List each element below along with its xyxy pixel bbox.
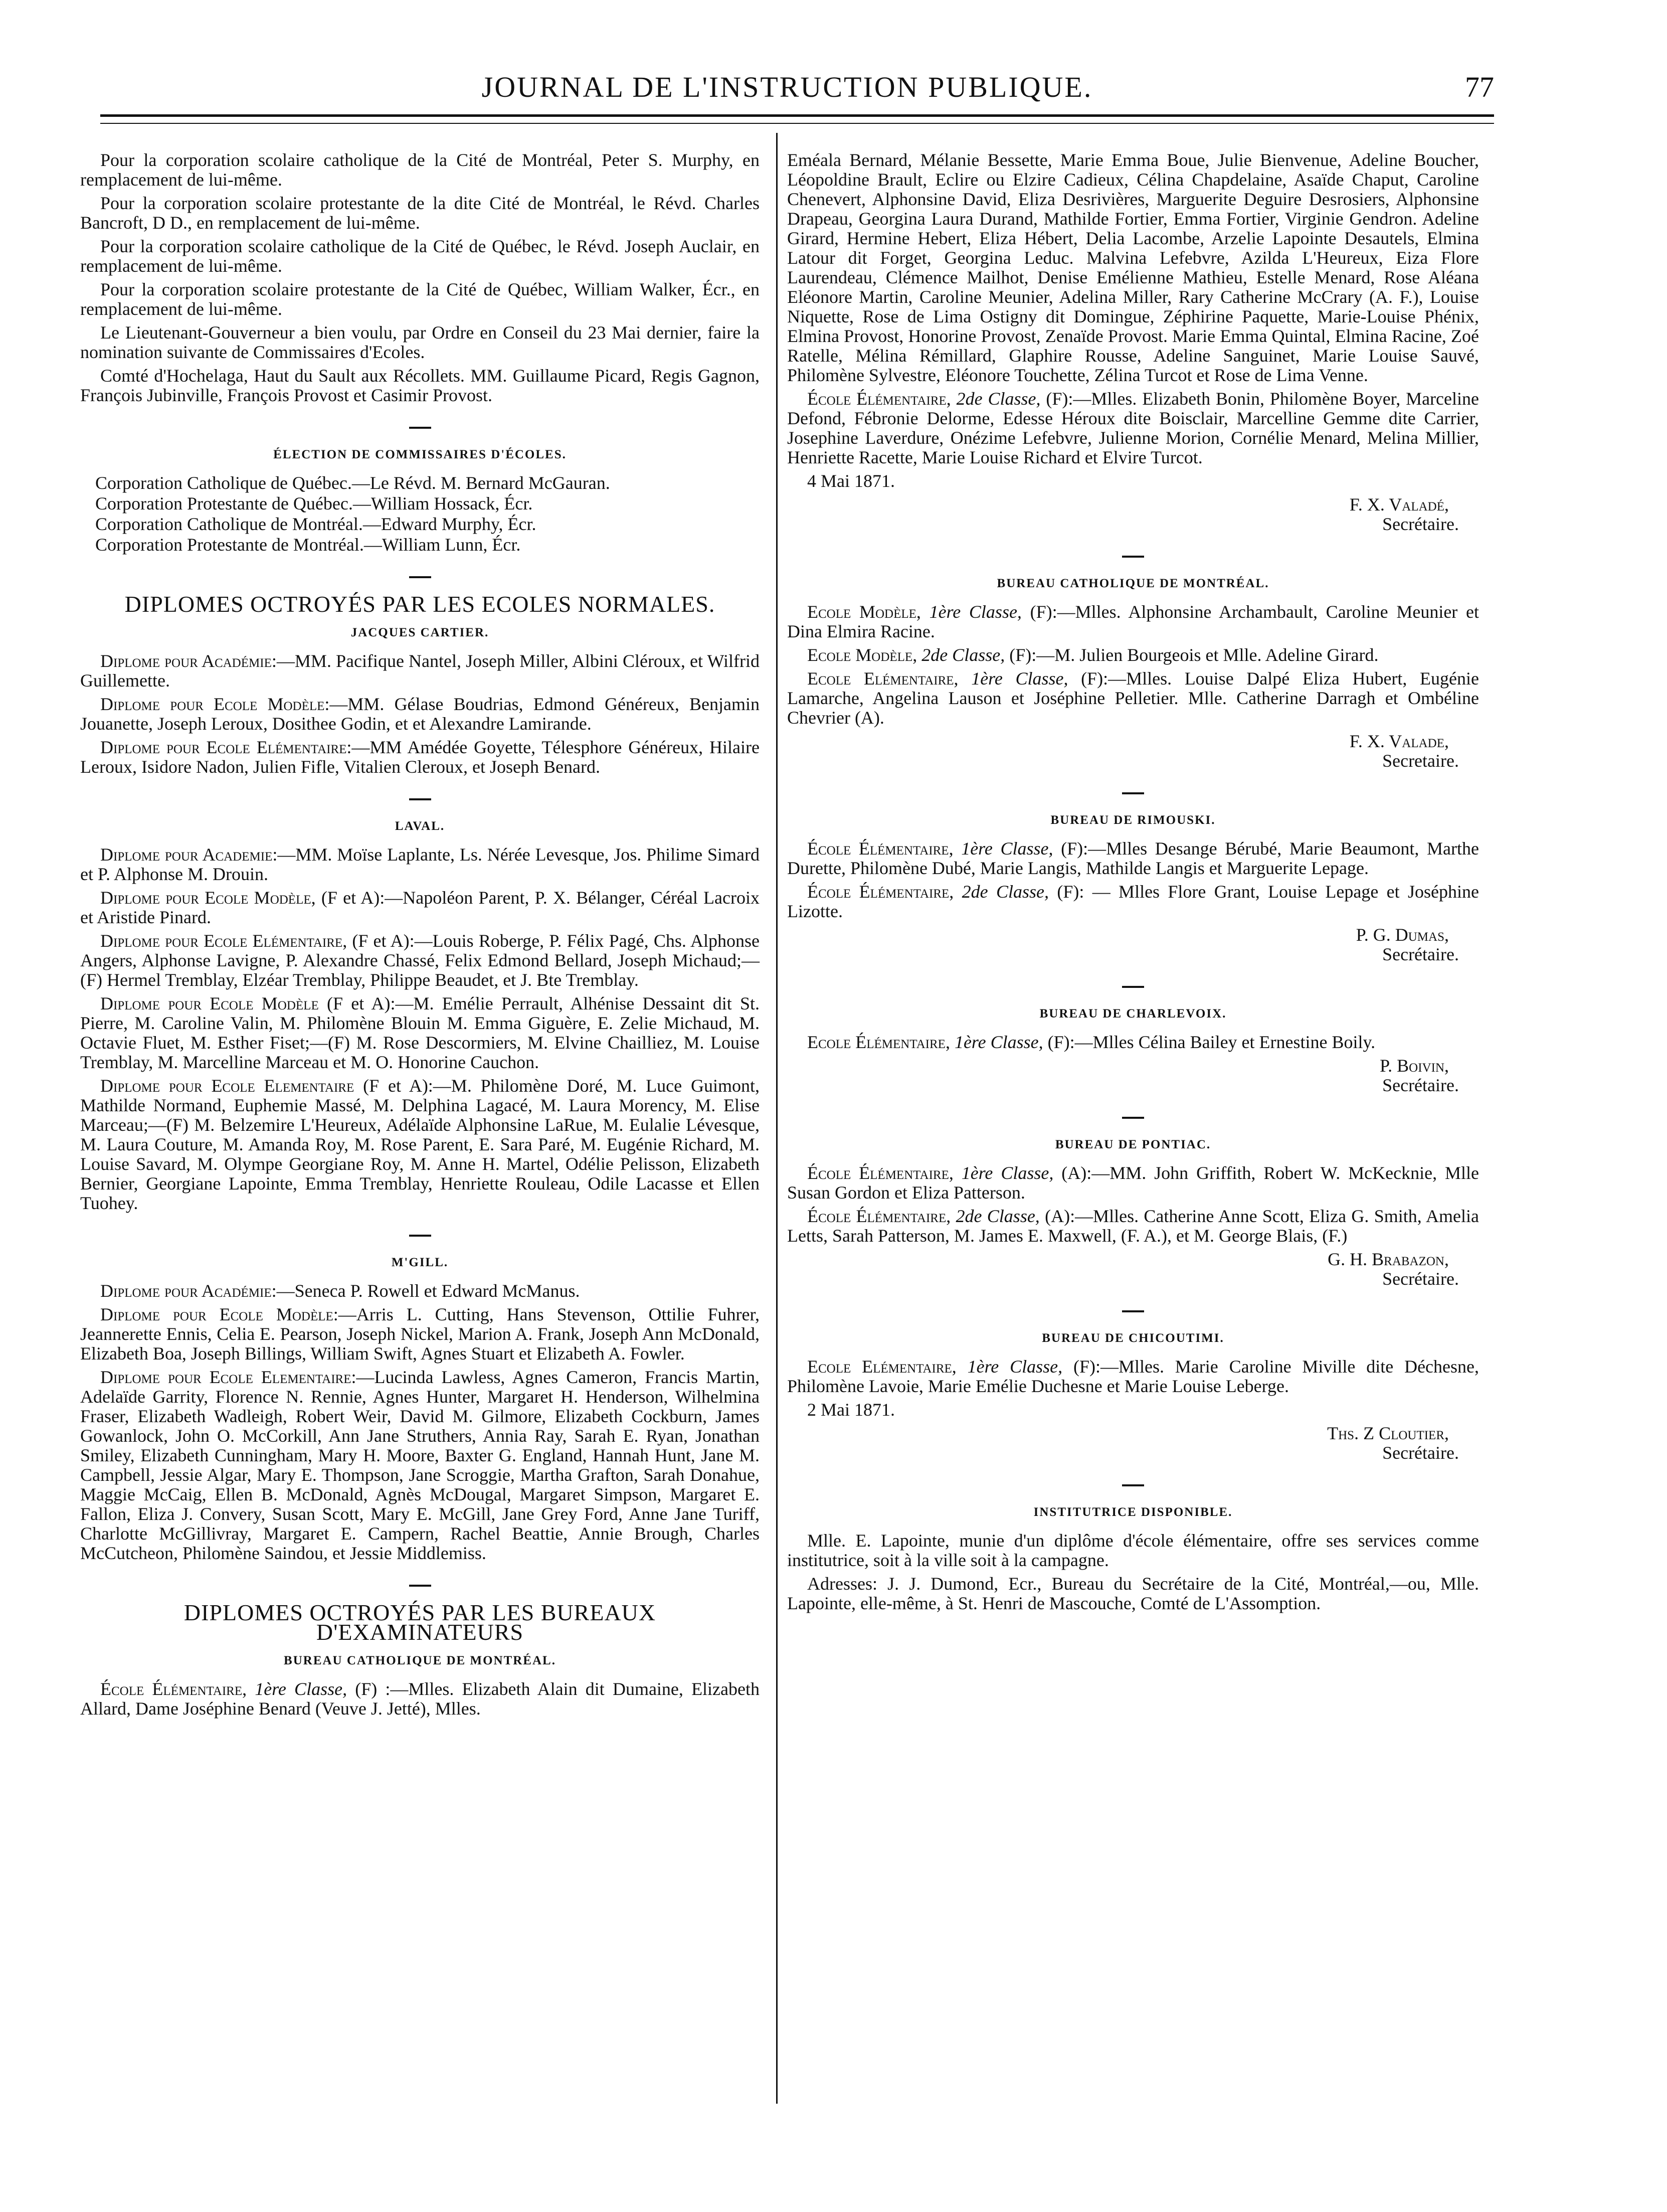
section-dash (787, 782, 1479, 801)
diploma-text: (F et A):—M. Emélie Perrault, Alhénise Dessaint dit St. Pierre, M. Caroline Valin, M. Philomène Blouin M. Emma Giguère, E. Zelie Michaud, M. Octavie Fluet, M. Esther Fiset;—(F) M. Rose Descormiers, M. Elvine Chailliez, M. Louise Tremblay, M. Marcelline Marceau et M. O. Honorine Cauchon. (80, 993, 760, 1072)
section-dash (787, 1474, 1479, 1493)
diploma-label: Diplome pour Ecole Elementaire (100, 1367, 351, 1387)
diploma-label: Ecole Élémentaire, (807, 1032, 950, 1052)
diploma-label: École Élémentaire, (807, 1206, 951, 1226)
dateline: 2 Mai 1871. (807, 1400, 895, 1420)
diploma-entry (80, 695, 760, 734)
election-line: Corporation Catholique de Québec.—Le Révd. M. Bernard McGauran. (95, 473, 610, 493)
diploma-entry (787, 1357, 1479, 1396)
diploma-label: Diplome pour Ecole Modèle (100, 1304, 333, 1324)
election-heading: ÉLECTION DE COMMISSAIRES D'ÉCOLES. (273, 448, 567, 461)
diploma-class: 2de Classe, (956, 389, 1041, 409)
diploma-text: (F):—Mlles. Louise Dalpé Eliza Hubert, Eugénie Lamarche, Angelina Lauson et Joséphine Pelletier. Mlle. Catherine Darragh et Ombéline Chevrier (A). (787, 668, 1479, 728)
election-line: Corporation Protestante de Québec.—William Hossack, Écr. (95, 493, 533, 514)
diploma-label: Diplome pour Academie (100, 844, 273, 865)
diploma-text: , (F et A):—Louis Roberge, P. Félix Pagé, Chs. Alphonse Angers, Alphonse Lavigne, P. Alexandre Chassé, Felix Edmond Bellard, Joseph Michaud;—(F) Hermel Tremblay, Elzéar Tremblay, Philippe Beaudet, et J. Bte Tremblay. (80, 931, 760, 990)
mcgill-heading: M'GILL. (391, 1256, 449, 1269)
diploma-text: (A):—Mlles. Catherine Anne Scott, Eliza G. Smith, Amelia Letts, Sarah Patterson, M. James E. Maxwell, (F. A.), et M. George Blais, (F.) (787, 1206, 1479, 1246)
signature-name: G. H. Brabazon, (1328, 1249, 1449, 1269)
diploma-class: 1ère Classe, (255, 1679, 347, 1699)
diploma-label: Diplome pour Ecole Elementaire (100, 1076, 354, 1096)
diploma-text: :—MM Amédée Goyette, Télesphore Généreux, Hilaire Leroux, Isidore Nadon, Julien Fifle, Vitalien Cleroux, et Joseph Benard. (80, 737, 760, 777)
journal-title: JOURNAL DE L'INSTRUCTION PUBLIQUE. (481, 71, 1093, 103)
dateline: 4 Mai 1871. (807, 471, 895, 491)
signature-title: Secrétaire. (1382, 514, 1459, 534)
page-header (80, 70, 1494, 110)
montreal-continued: Eméala Bernard, Mélanie Bessette, Marie Emma Boue, Julie Bienvenue, Adeline Boucher, Léopoldine Brault, Eclire ou Elzire Cadieux, Célina Chapdelaine, Asaïde Chaput, Caroline Chenevert, Alphonsine David, Eliza Desrivières, Marguerite Deguire Desrosiers, Alphonsine Drapeau, Georgina Laura Durand, Mathilde Fortier, Emma Fortier, Virginie Gendron. Adeline Girard, Hermine Hebert, Eliza Hébert, Delia Lacombe, Arzelie Lapointe Desautels, Elmina Latour dit Forget, Georgina Leduc. Malvina Lefebvre, Azilda L'Heureux, Eiza Flore Laurendeau, Clémence Mailhot, Denise Emélienne Mathieu, Estelle Menard, Rose Aléana Eléonore Martin, Caroline Meunier, Adelina Miller, Rary Catherine McCrary (A. F.), Louise Niquette, Rose de Lima Ostigny dit Domingue, Zéphirine Paquette, Marie-Louise Phénix, Elmina Provost, Honorine Provost, Zenaïde Provost. Marie Emma Quintal, Elmina Racine, Zoé Ratelle, Mélina Rémillard, Glaphire Rousse, Adeline Sanguinet, Marie Louise Sauvé, Philomène Sylvestre, Eléonore Touchette, Zélina Turcot et Rose de Lima Venne. (787, 150, 1479, 385)
section-dash (787, 545, 1479, 565)
diploma-text: :—Arris L. Cutting, Hans Stevenson, Ottilie Fuhrer, Jeannerette Ennis, Celia E. Pearson, Joseph Nickel, Marion A. Frank, Joseph Ann McDonald, Elizabeth Boa, Joseph Billings, William Swift, Agnes Stuart et Elizabeth A. Fowler. (80, 1304, 760, 1364)
diploma-class: 2de Classe, (956, 1206, 1040, 1226)
bureau-heading: BUREAU DE CHICOUTIMI. (1042, 1331, 1224, 1345)
signature-name: F. X. Valade, (1349, 731, 1449, 751)
nomination-paragraph: Pour la corporation scolaire catholique de la Cité de Québec, le Révd. Joseph Auclair, en remplacement de lui-même. (80, 236, 760, 276)
diploma-class: 1ère Classe, (971, 668, 1068, 689)
diploma-label: Ecole Elémentaire, (807, 1356, 957, 1377)
diploma-entry (787, 389, 1479, 467)
diploma-text: :—MM. Gélase Boudrias, Edmond Généreux, Benjamin Jouanette, Joseph Leroux, Dosithee Godin, et et Alexandre Lamirande. (80, 694, 760, 734)
diploma-entry (80, 651, 760, 691)
signature-name: F. X. Valadé, (1349, 494, 1449, 515)
diploma-label: École Élémentaire, (807, 838, 954, 859)
diploma-text: (F): — Mlles Flore Grant, Louise Lepage et Joséphine Lizotte. (787, 882, 1479, 921)
signature-name: P. G. Dumas, (1356, 925, 1449, 945)
diploma-label: Diplome pour Ecole Modèle (100, 888, 311, 908)
diploma-entry (80, 931, 760, 990)
signature-name: P. Boivin, (1380, 1056, 1449, 1076)
diploma-entry (787, 1207, 1479, 1246)
diploma-label: Diplome pour Académie (100, 651, 272, 671)
section-dash (787, 1300, 1479, 1319)
diploma-text: :—MM. Pacifique Nantel, Joseph Miller, Albini Cléroux, et Wilfrid Guillemette. (80, 651, 760, 691)
laval-heading: LAVAL. (395, 819, 445, 833)
page-number: 77 (1465, 71, 1494, 103)
bureau-heading: BUREAU DE CHARLEVOIX. (1039, 1007, 1227, 1020)
nomination-paragraph: Pour la corporation scolaire protestante de la dite Cité de Montréal, le Révd. Charles Bancroft, D D., en remplacement de lui-même. (80, 193, 760, 233)
diploma-entry (80, 845, 760, 884)
diploma-text: :—Seneca P. Rowell et Edward McManus. (271, 1281, 580, 1301)
diploma-label: École Élémentaire, (807, 882, 954, 902)
diploma-entry (80, 888, 760, 927)
diploma-entry (80, 1281, 760, 1301)
diploma-text: (F):—Mlles Célina Bailey et Ernestine Boily. (1043, 1032, 1376, 1052)
diploma-text: , (F et A):—Napoléon Parent, P. X. Bélanger, Céréal Lacroix et Aristide Pinard. (80, 888, 760, 927)
notice-paragraph: Mlle. E. Lapointe, munie d'un diplôme d'école élémentaire, offre ses services comme institutrice, soit à la ville soit à la campagne. (787, 1530, 1479, 1570)
signature-title: Secrétaire. (1382, 1269, 1459, 1289)
diploma-label: Diplome pour Ecole Modèle (100, 694, 325, 714)
jacques-cartier-heading: JACQUES CARTIER. (350, 626, 489, 639)
diploma-text: (F):—Mlles. Marie Caroline Miville dite Déchesne, Philomène Lavoie, Marie Emélie Duchesne et Marie Louise Leberge. (787, 1356, 1479, 1396)
diploma-label: Diplome pour Ecole Elémentaire (100, 737, 347, 757)
right-column (787, 150, 1479, 1617)
section-dash (80, 566, 760, 585)
diploma-entry (787, 669, 1479, 728)
header-rule-thin (100, 123, 1494, 124)
nomination-paragraph: Pour la corporation scolaire catholique de la Cité de Montréal, Peter S. Murphy, en remplacement de lui-même. (80, 150, 760, 190)
nomination-paragraph: Comté d'Hochelaga, Haut du Sault aux Récollets. MM. Guillaume Picard, Regis Gagnon, François Jubinville, François Provost et Casimir Provost. (80, 366, 760, 405)
diploma-entry (787, 1163, 1479, 1203)
diploma-text: (F):—Mlles. Elizabeth Bonin, Philomène Boyer, Marceline Defond, Fébronie Delorme, Edesse Héroux dite Boisclair, Marcelline Gemme dite Carrier, Josephine Laverdure, Onézime Lefebvre, Julienne Morion, Cornélie Menard, Melina Millier, Henriette Racette, Marie Louise Richard et Elvire Turcot. (787, 389, 1479, 467)
diploma-text: (F) :—Mlles. Elizabeth Alain dit Dumaine, Elizabeth Allard, Dame Joséphine Benard (Veuve J. Jetté), Mlles. (80, 1679, 760, 1719)
diploma-entry (787, 1033, 1479, 1052)
diploma-entry (80, 1368, 760, 1563)
signature-title: Secrétaire. (1382, 1443, 1459, 1463)
diploma-entry (80, 738, 760, 777)
signature-name: Ths. Z Cloutier, (1327, 1423, 1449, 1443)
institutrice-heading: INSTITUTRICE DISPONIBLE. (1033, 1505, 1233, 1519)
diploma-text: (F):—Mlles Desange Bérubé, Marie Beaumont, Marthe Durette, Philomène Dubé, Marie Langis, Mathilde Langis et Marguerite Lepage. (787, 838, 1479, 878)
diploma-text: (A):—MM. John Griffith, Robert W. McKecknie, Mlle Susan Gordon et Eliza Patterson. (787, 1163, 1479, 1203)
diploma-class: 1ère Classe, (929, 602, 1022, 622)
diploma-entry (80, 1679, 760, 1719)
nomination-paragraph: Pour la corporation scolaire protestante de la Cité de Québec, William Walker, Écr., en remplacement de lui-même. (80, 279, 760, 319)
election-line: Corporation Catholique de Montréal.—Edward Murphy, Écr. (95, 514, 536, 534)
signature-title: Secretaire. (1382, 751, 1459, 771)
section-dash (80, 1224, 760, 1244)
section-dash (80, 416, 760, 436)
diploma-class: 1ère Classe, (961, 838, 1053, 859)
diploma-label: École Élémentaire, (100, 1679, 247, 1699)
diploma-label: Ecole Modèle, (807, 602, 921, 622)
diploma-text: (F et A):—M. Philomène Doré, M. Luce Guimont, Mathilde Normand, Euphemie Massé, M. Delphina Lagacé, M. Laura Morency, M. Elise Marceau;—(F) M. Belzemire L'Heureux, Adélaïde Alphonsine LaRue, M. Eulalie Lévesque, M. Laura Couture, M. Amanda Roy, M. Rose Parent, E. Sara Paré, M. Eugénie Richard, M. Louise Savard, M. Olympe Georgiane Roy, M. Anne H. Martel, Odélie Pelisson, Elizabeth Bernier, Georgiane Lapointe, Emma Tremblay, Henriette Rouleau, Odile Lacasse et Ellen Tuohey. (80, 1076, 760, 1213)
section-dash (80, 788, 760, 807)
diploma-class: 1ère Classe, (961, 1163, 1054, 1183)
examinateurs-heading: DIPLOMES OCTROYÉS PAR LES BUREAUX D'EXAMINATEURS (183, 1600, 656, 1645)
diploma-label: École Élémentaire, (807, 389, 951, 409)
signature-title: Secrétaire. (1382, 944, 1459, 964)
nomination-paragraph: Le Lieutenant-Gouverneur a bien voulu, par Ordre en Conseil du 23 Mai dernier, faire la nomination suivante de Commissaires d'Ecoles. (80, 322, 760, 362)
section-dash (787, 975, 1479, 995)
normales-heading: DIPLOMES OCTROYÉS PAR LES ECOLES NORMALES. (124, 591, 715, 617)
diploma-label: Ecole Elémentaire, (807, 668, 959, 689)
notice-paragraph: Adresses: J. J. Dumond, Ecr., Bureau du Secrétaire de la Cité, Montréal,—ou, Mlle. Lapointe, elle-même, à St. Henri de Mascouche, Comté de L'Assomption. (787, 1574, 1479, 1613)
diploma-text: (F):—Mlles. Alphonsine Archambault, Caroline Meunier et Dina Elmira Racine. (787, 602, 1479, 641)
diploma-entry (80, 1076, 760, 1213)
bureau-heading: BUREAU DE RIMOUSKI. (1050, 813, 1216, 827)
diploma-class: 1ère Classe, (954, 1032, 1043, 1052)
bureau-heading: BUREAU CATHOLIQUE DE MONTRÉAL. (997, 577, 1269, 590)
diploma-class: 2de Classe, (921, 645, 1005, 665)
diploma-entry (787, 645, 1479, 665)
diploma-label: École Élémentaire, (807, 1163, 954, 1183)
montreal-catholic-heading: BUREAU CATHOLIQUE DE MONTRÉAL. (284, 1654, 556, 1667)
diploma-text: :—MM. Moïse Laplante, Ls. Nérée Levesque, Jos. Philime Simard et P. Alphonse M. Drouin. (80, 844, 760, 884)
bureau-heading: BUREAU DE PONTIAC. (1055, 1138, 1211, 1151)
diploma-entry (787, 602, 1479, 641)
signature-title: Secrétaire. (1382, 1075, 1459, 1095)
diploma-entry (80, 1305, 760, 1364)
section-dash (80, 1574, 760, 1594)
diploma-label: Ecole Modèle, (807, 645, 917, 665)
diploma-entry (80, 994, 760, 1072)
election-line: Corporation Protestante de Montréal.—William Lunn, Écr. (95, 535, 521, 555)
diploma-text: (F):—M. Julien Bourgeois et Mlle. Adeline Girard. (1005, 645, 1379, 665)
diploma-class: 1ère Classe, (967, 1356, 1063, 1377)
section-dash (787, 1106, 1479, 1126)
diploma-label: Diplome pour Ecole Elémentaire (100, 931, 343, 951)
diploma-text: :—Lucinda Lawless, Agnes Cameron, Francis Martin, Adelaïde Garrity, Florence N. Rennie, Agnes Hunter, Margaret H. Henderson, Wilhelmina Fraser, Elizabeth Wadleigh, Robert Weir, David M. Gilmore, Elizabeth Cockburn, James Gowanlock, John O. McCorkill, Ann Jane Struthers, Annia Ray, Sarah E. Ryan, Jonathan Smiley, Elizabeth Cunningham, Mary H. Moore, Baxter G. England, Hannah Hunt, Jane M. Campbell, Jessie Algar, Mary E. Thompson, Jane Scroggie, Martha Grafton, Sarah Donahue, Maggie McCaig, Ellen B. McDonald, Agnès McDougal, Margaret Simpson, Margaret E. Fallon, Eliza J. Convery, Susan Scott, Mary E. McGill, Jane Grey Ford, Anne Jane Turiff, Charlotte McGillivray, Margaret E. Campern, Rachel Beattie, Annie Brough, Charles McCutcheon, Philomène Saindou, et Jessie Middlemiss. (80, 1367, 760, 1563)
left-column (80, 150, 760, 1723)
diploma-label: Diplome pour Académie (100, 1281, 272, 1301)
diploma-entry (787, 882, 1479, 921)
diploma-label: Diplome pour Ecole Modèle (100, 993, 319, 1013)
header-rule-thick (100, 114, 1494, 117)
column-divider (776, 133, 778, 2104)
diploma-entry (787, 839, 1479, 878)
diploma-class: 2de Classe, (962, 882, 1049, 902)
